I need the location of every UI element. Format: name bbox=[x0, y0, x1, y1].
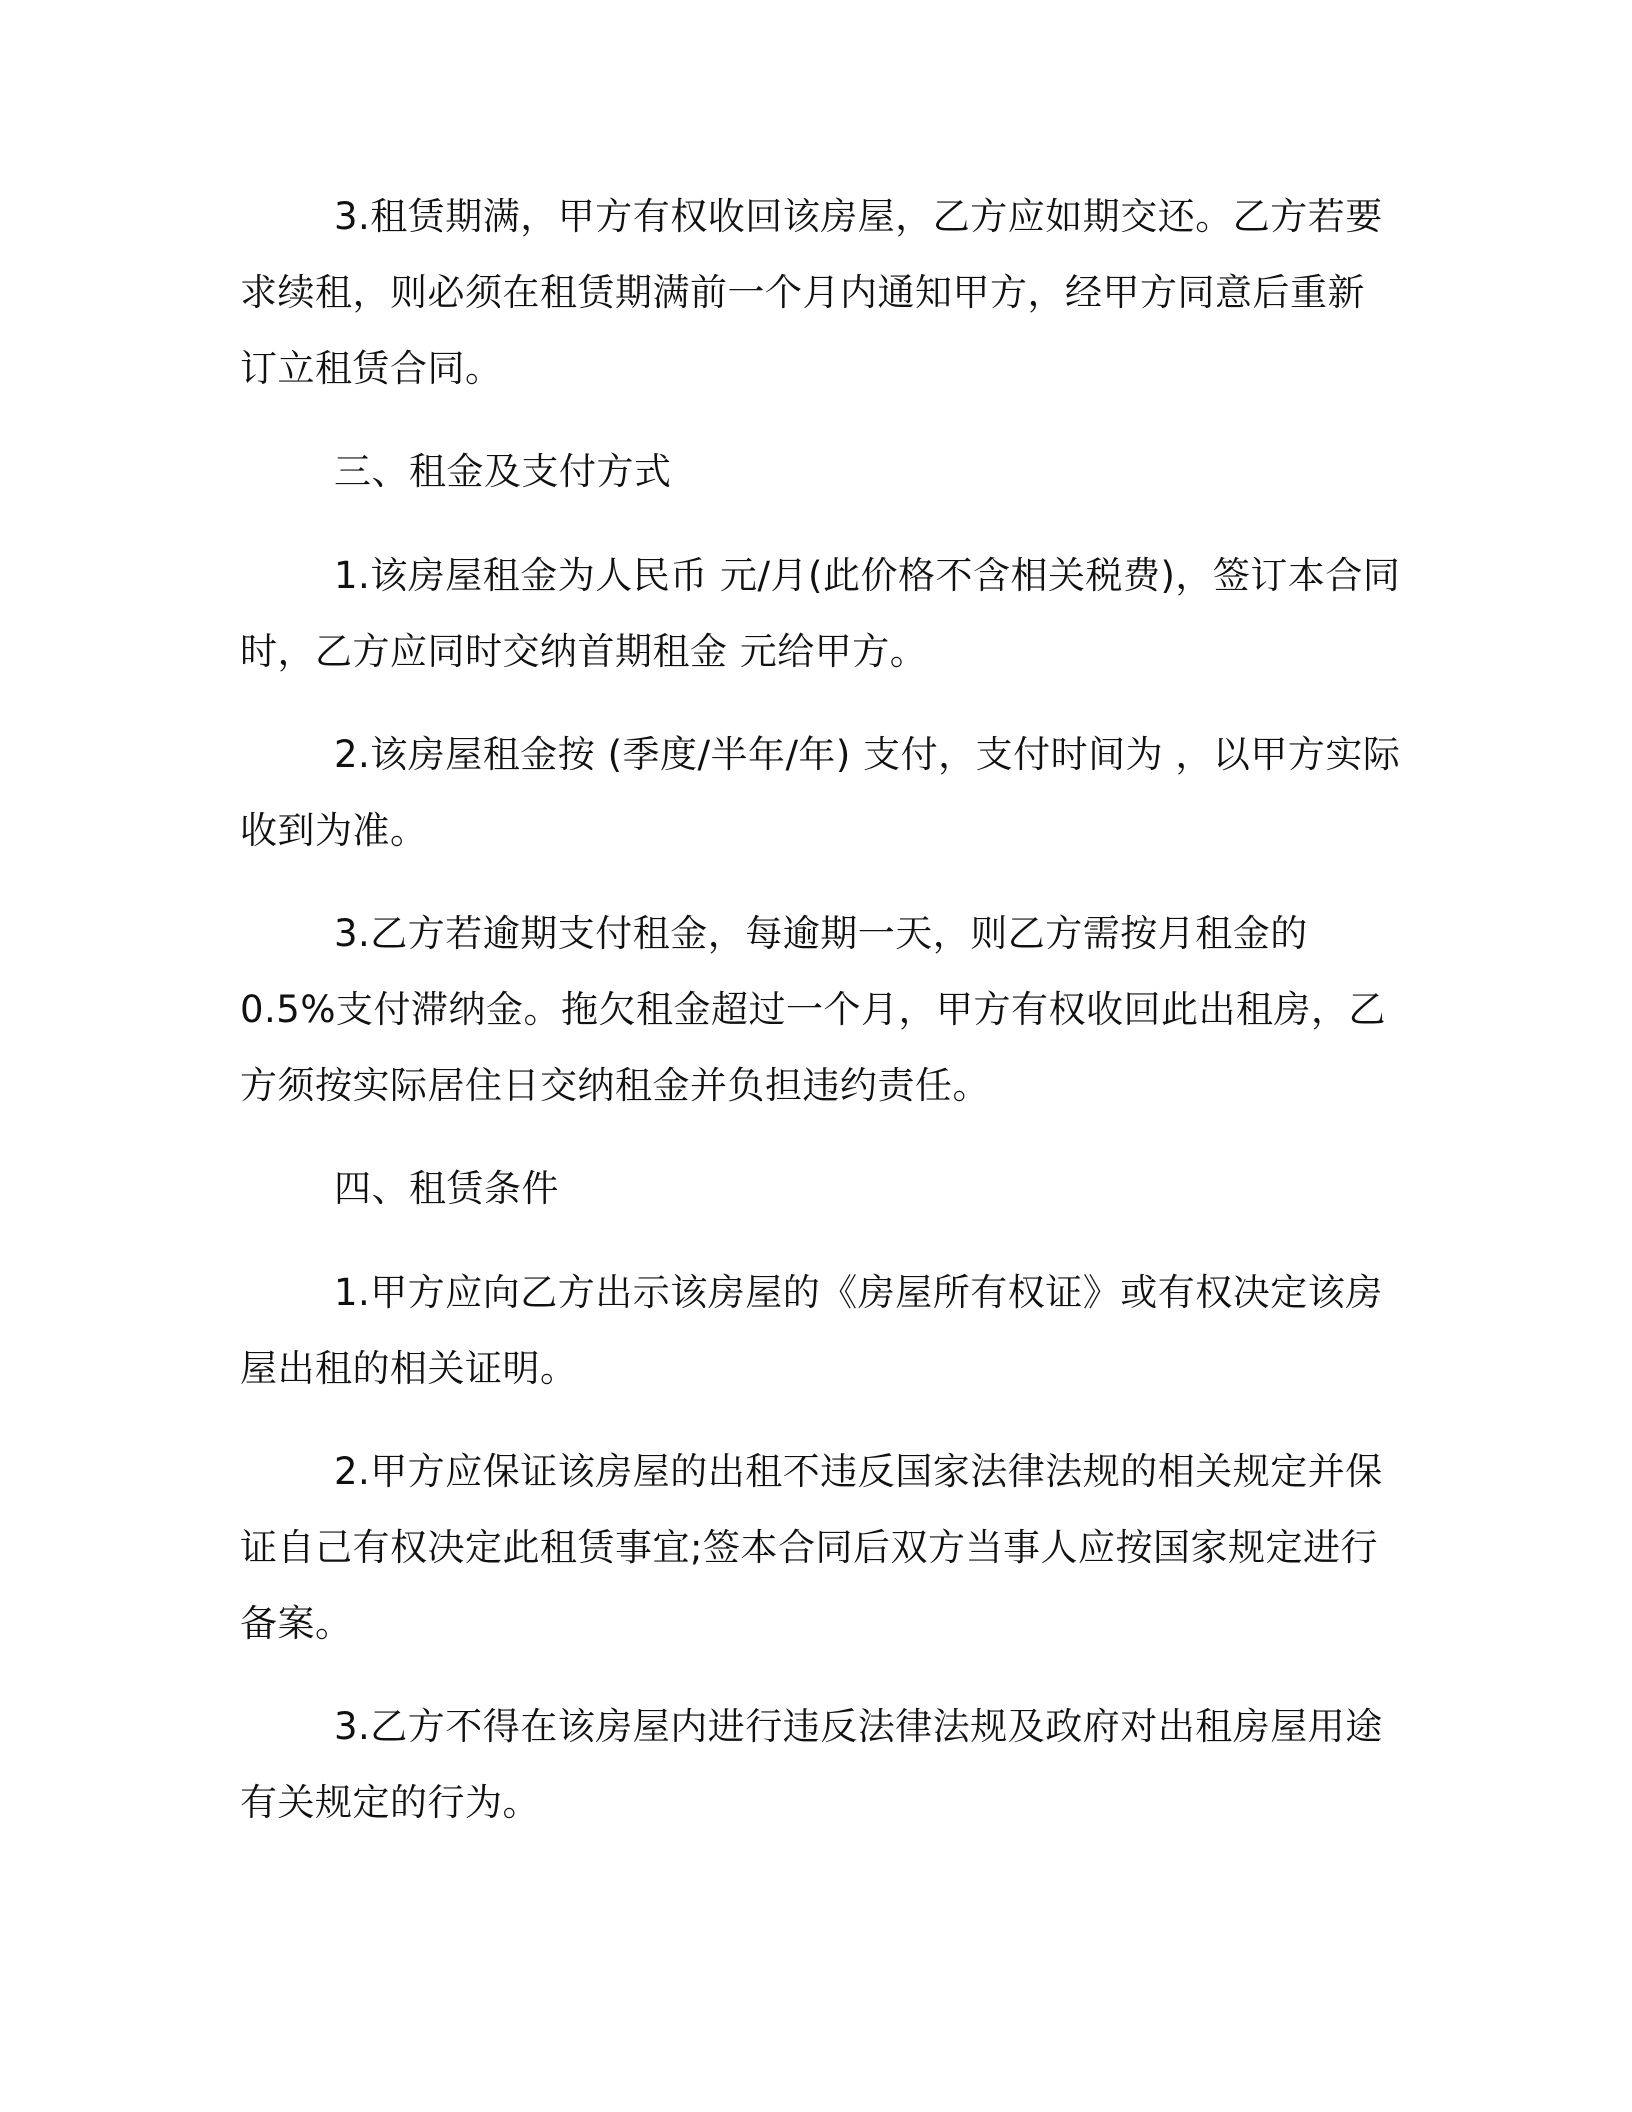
paragraph-late-payment-line-3: 方须按实际居住日交纳租金并负担违约责任。 bbox=[240, 1064, 990, 1107]
section-heading-rent-payment: 三、租金及支付方式 bbox=[334, 450, 672, 493]
paragraph-usage-restriction-line-1: 3.乙方不得在该房屋内进行违反法律法规及政府对出租房屋用途 bbox=[334, 1705, 1383, 1748]
paragraph-lease-expiry-line-3: 订立租赁合同。 bbox=[240, 347, 503, 390]
paragraph-rent-amount-line-2: 时，乙方应同时交纳首期租金 元给甲方。 bbox=[240, 630, 928, 673]
paragraph-rent-amount-line-1: 1.该房屋租金为人民币 元/月(此价格不含相关税费)，签订本合同 bbox=[334, 554, 1401, 597]
paragraph-payment-schedule-line-2: 收到为准。 bbox=[240, 809, 428, 852]
section-heading-lease-conditions: 四、租赁条件 bbox=[334, 1167, 559, 1210]
paragraph-ownership-certificate-line-1: 1.甲方应向乙方出示该房屋的《房屋所有权证》或有权决定该房 bbox=[334, 1271, 1383, 1314]
paragraph-payment-schedule-line-1: 2.该房屋租金按 (季度/半年/年) 支付，支付时间为 ，以甲方实际 bbox=[334, 733, 1401, 776]
paragraph-late-payment-line-2: 0.5%支付滞纳金。拖欠租金超过一个月，甲方有权收回此出租房，乙 bbox=[240, 988, 1386, 1031]
paragraph-lease-expiry-line-1: 3.租赁期满，甲方有权收回该房屋，乙方应如期交还。乙方若要 bbox=[334, 195, 1383, 238]
paragraph-late-payment-line-1: 3.乙方若逾期支付租金，每逾期一天，则乙方需按月租金的 bbox=[334, 912, 1308, 955]
paragraph-legal-compliance-line-3: 备案。 bbox=[240, 1602, 353, 1645]
paragraph-lease-expiry-line-2: 求续租，则必须在租赁期满前一个月内通知甲方，经甲方同意后重新 bbox=[240, 271, 1365, 314]
paragraph-usage-restriction-line-2: 有关规定的行为。 bbox=[240, 1781, 540, 1824]
paragraph-legal-compliance-line-2: 证自己有权决定此租赁事宜;签本合同后双方当事人应按国家规定进行 bbox=[240, 1526, 1378, 1569]
paragraph-legal-compliance-line-1: 2.甲方应保证该房屋的出租不违反国家法律法规的相关规定并保 bbox=[334, 1450, 1383, 1493]
paragraph-ownership-certificate-line-2: 屋出租的相关证明。 bbox=[240, 1347, 578, 1390]
